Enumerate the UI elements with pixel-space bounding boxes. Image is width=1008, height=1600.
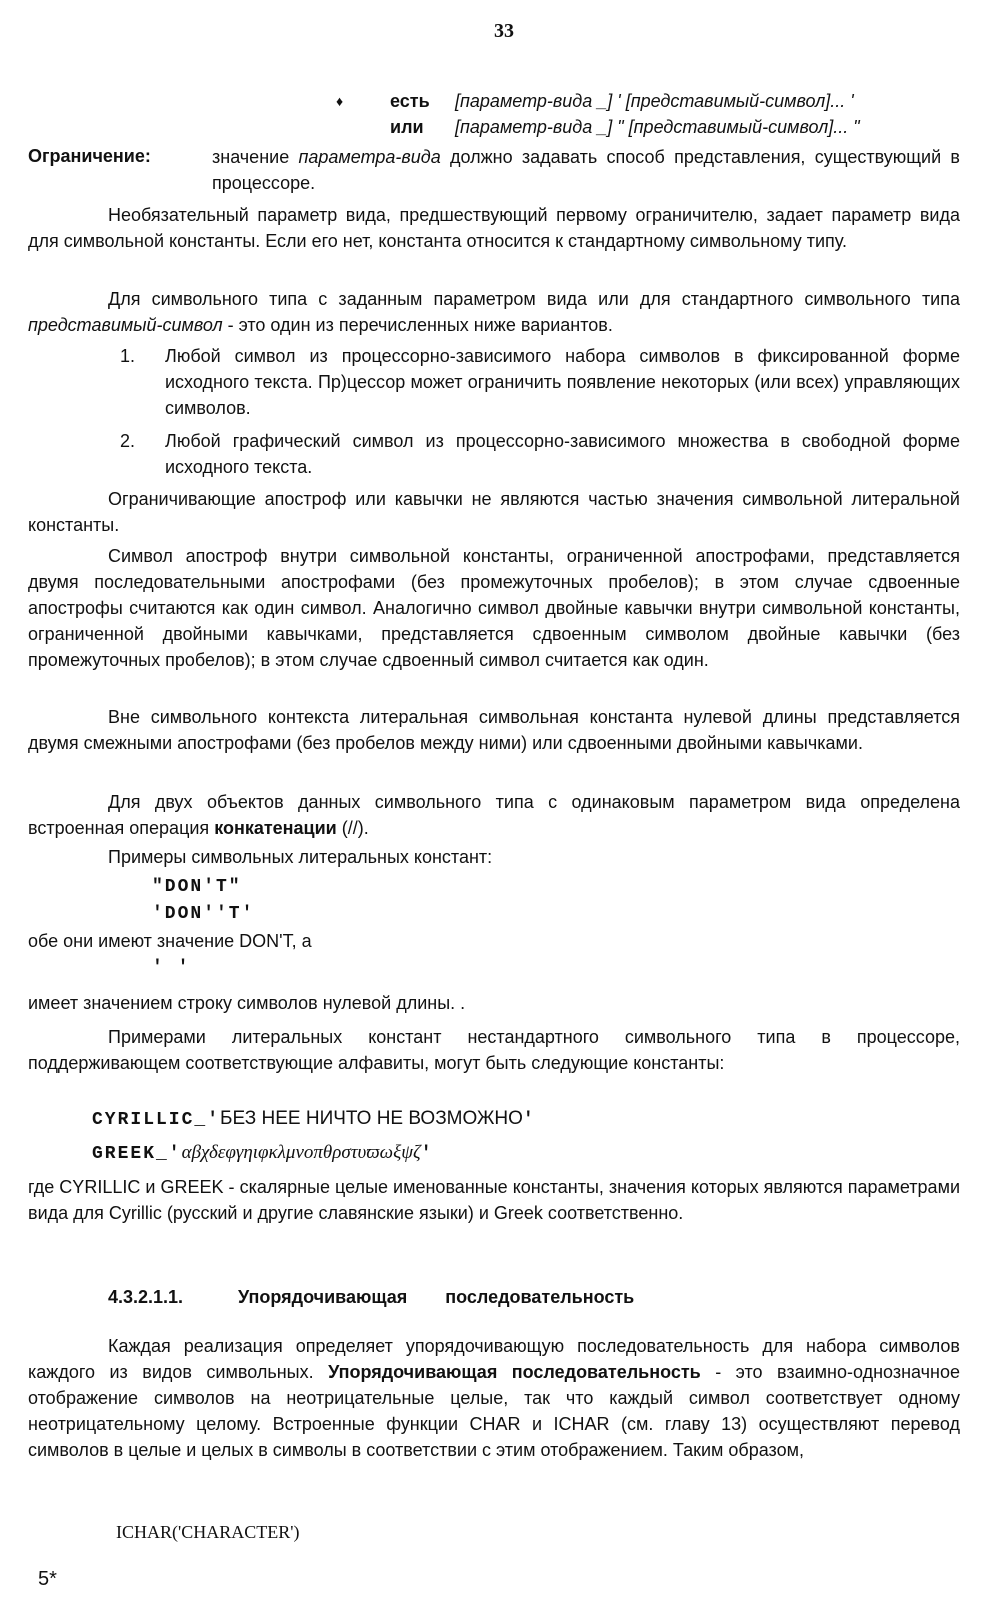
section-title: последовательность	[445, 1287, 635, 1307]
syntax-keyword: или	[390, 117, 424, 137]
code-example: ICHAR('CHARACTER')	[116, 1522, 300, 1542]
paragraph: где CYRILLIC и GREEK - скалярные целые именованные константы, значения которых являются параметрами вида для Cyrillic (русский и другие славянские языки) и Greek соответственно.	[28, 1177, 960, 1223]
code-example: "DON'T"	[152, 877, 242, 897]
code-example: 'DON''T'	[152, 904, 255, 924]
paragraph: Для двух объектов данных символьного типа с одинаковым параметром вида определена встроенная операция конкатенации (//).	[28, 792, 960, 838]
paragraph: обе они имеют значение DON'T, а	[28, 931, 312, 951]
syntax-definition	[336, 88, 860, 140]
paragraph: Необязательный параметр вида, предшествующий первому ограничителю, задает параметр вида для символьной константы. Если его нет, константа относится к стандартному символьному типу.	[28, 205, 960, 251]
syntax-rule: [параметр-вида _] ' [представимый-символ]... '	[455, 91, 854, 111]
restriction-text: значение параметра-вида должно задавать способ представления, существующий в процессоре.	[212, 147, 960, 193]
paragraph: Для символьного типа с заданным параметром вида или для стандартного символьного типа представимый-символ - это один из перечисленных ниже вариантов.	[28, 289, 960, 335]
code-example: ' '	[152, 958, 191, 978]
paragraph: Символ апостроф внутри символьной константы, ограниченной апострофами, представляется двумя последовательными апострофами (без промежуточных пробелов); в этом случае сдвоенные апострофы считаются как один символ. Аналогично символ двойные кавычки внутри символьной константы, ограниченной двойными кавычками, представляется сдвоенным символом двойные кавычки (без промежуточных пробелов); в этом случае сдвоенный символ считается как один.	[28, 546, 960, 670]
list-item: 1. Любой символ из процессорно-зависимого набора символов в фиксированной форме исходного текста. Пр)цессор может ограничить появление некоторых (или всех) управляющих символов.	[120, 346, 960, 418]
code-example: CYRILLIC_'БЕЗ НЕЕ НИЧТО НЕ ВОЗМОЖНО'	[92, 1108, 536, 1130]
section-title: Упорядочивающая	[238, 1287, 408, 1307]
paragraph: Примеры символьных литеральных констант:	[108, 847, 493, 867]
bullet-icon: ♦	[336, 93, 344, 109]
paragraph: Примерами литеральных констант нестандартного символьного типа в процессоре, поддерживающем соответствующие алфавиты, могут быть следующие константы:	[28, 1027, 960, 1073]
section-number: 4.3.2.1.1.	[108, 1287, 184, 1307]
paragraph: имеет значением строку символов нулевой длины. .	[28, 993, 466, 1013]
syntax-keyword: есть	[390, 91, 430, 111]
page-number: 33	[494, 20, 514, 42]
paragraph: Ограничивающие апостроф или кавычки не являются частью значения символьной литеральной константы.	[28, 489, 960, 535]
paragraph: Вне символьного контекста литеральная символьная константа нулевой длины представляется двумя смежными апострофами (без пробелов между ними) или сдвоенными двойными кавычками.	[28, 707, 960, 753]
restriction-label: Ограничение:	[28, 146, 151, 166]
section-heading	[108, 1287, 634, 1308]
footer-mark: 5*	[38, 1568, 57, 1590]
paragraph: Каждая реализация определяет упорядочивающую последовательность для набора символов каждого из видов символьных. Упорядочивающая последовательность - это взаимно-однозначное отображение символов на неотрицательные целые, так что каждый символ соответствует одному неотрицательному целому. Встроенные функции CHAR и ICHAR (см. главу 13) осуществляют перевод символов в целые и целых в символы в соответствии с этим отображением. Таким образом,	[28, 1336, 961, 1460]
syntax-rule: [параметр-вида _] " [представимый-символ]... "	[455, 117, 860, 137]
code-example: GREEK_'αβχδεφγηιφκλμνοπθρστυϖωξψζ'	[92, 1142, 434, 1164]
list-item: 2. Любой графический символ из процессорно-зависимого множества в свободной форме исходного текста.	[120, 431, 960, 477]
